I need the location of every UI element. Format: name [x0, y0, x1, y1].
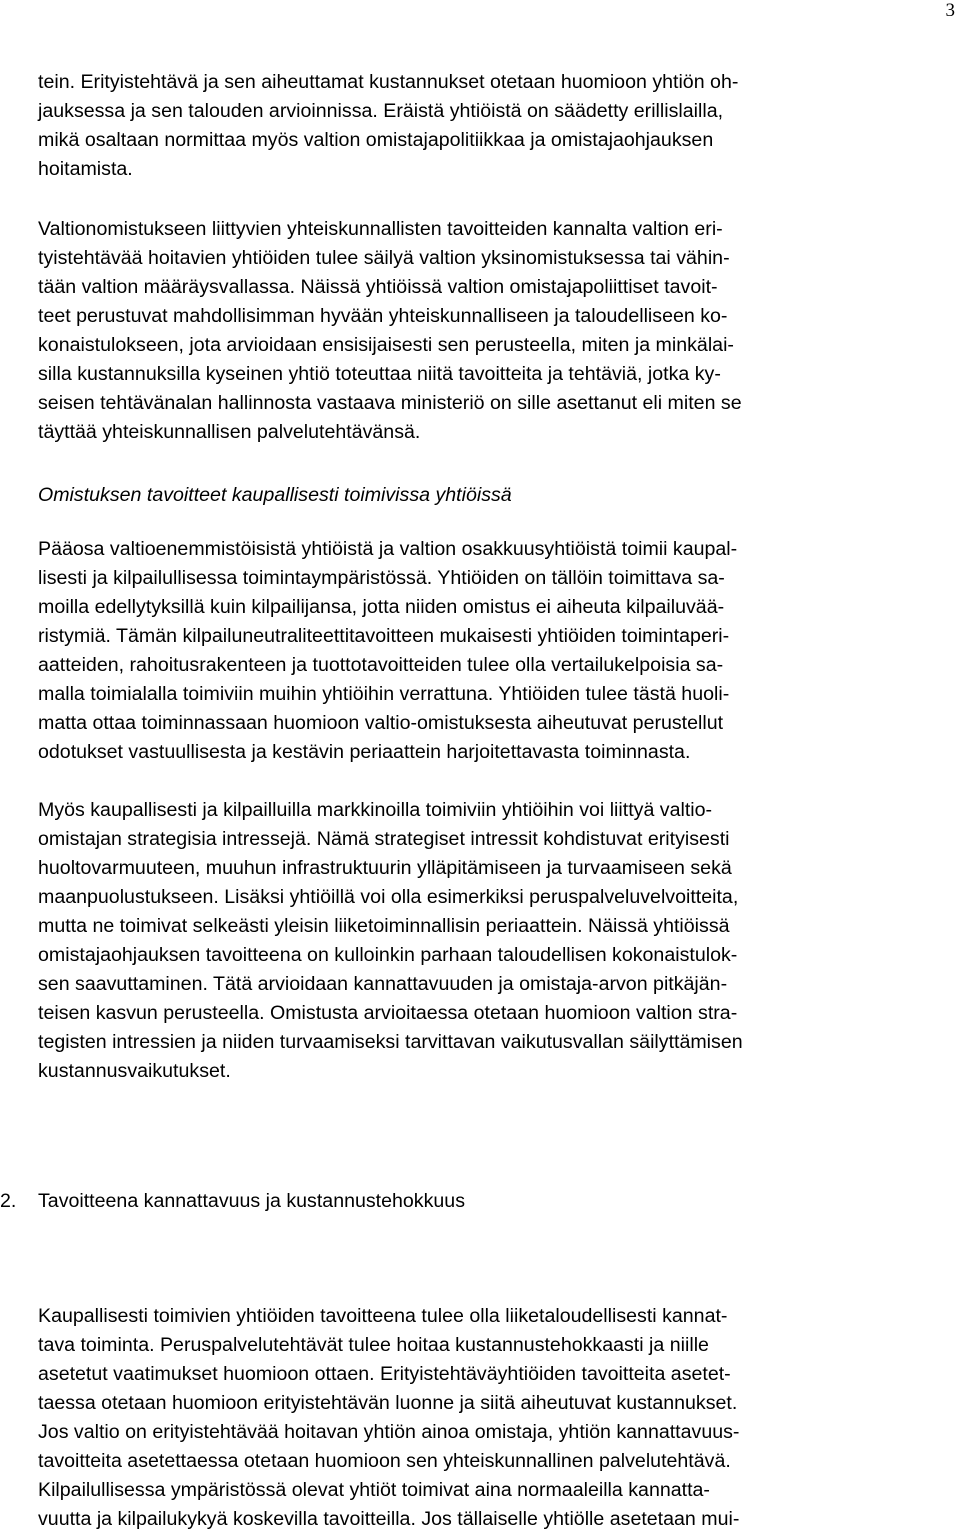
paragraph-intro-continuation — [38, 68, 960, 184]
text-line: omistajaohjauksen tavoitteena on kulloinkin parhaan taloudellisen kokonaistulok- — [38, 944, 738, 966]
text-line: täyttää yhteiskunnallisen palvelutehtävänsä. — [38, 421, 421, 443]
paragraph-strategic-interests — [38, 796, 960, 1086]
paragraph-special-task-companies — [38, 215, 960, 447]
text-line: tavoitteita asetettaessa otetaan huomioon sen yhteiskunnallinen palvelutehtävä. — [38, 1450, 731, 1472]
text-line: lisesti ja kilpailullisessa toimintaympäristössä. Yhtiöiden on tällöin toimittava sa- — [38, 567, 725, 589]
subheading-text: Omistuksen tavoitteet kaupallisesti toimivissa yhtiöissä — [38, 484, 512, 506]
text-line: aatteiden, rahoitusrakenteen ja tuottotavoitteiden tulee olla vertailukelpoisia sa- — [38, 654, 724, 676]
text-line: teisen kasvun perusteella. Omistusta arvioitaessa otetaan huomioon valtion stra- — [38, 1002, 738, 1024]
text-line: malla toimialalla toimiviin muihin yhtiöihin verrattuna. Yhtiöiden tulee tästä huoli- — [38, 683, 730, 705]
paragraph-competitive-neutrality — [38, 535, 960, 767]
paragraph-profitability-goals — [38, 1302, 960, 1534]
section-number: 2. — [0, 1190, 17, 1212]
text-line: taessa otetaan huomioon erityistehtävän luonne ja siitä aiheutuvat kustannukset. — [38, 1392, 738, 1414]
text-line: silla kustannuksilla kyseinen yhtiö toteuttaa niitä tavoitteita ja tehtäviä, jotka ky- — [38, 363, 721, 385]
text-line: mutta ne toimivat selkeästi yleisin liiketoiminnallisin periaattein. Näissä yhtiöissä — [38, 915, 730, 937]
text-line: konaistulokseen, jota arvioidaan ensisijaisesti sen perusteella, miten ja minkälai- — [38, 334, 734, 356]
text-line: Pääosa valtioenemmistöisistä yhtiöistä ja valtion osakkuusyhtiöistä toimii kaupal- — [38, 538, 738, 560]
text-line: teet perustuvat mahdollisimman hyvään yhteiskunnalliseen ja taloudelliseen ko- — [38, 305, 728, 327]
text-line: Kaupallisesti toimivien yhtiöiden tavoitteena tulee olla liiketaloudellisesti kannat- — [38, 1305, 728, 1327]
text-line: hoitamista. — [38, 158, 133, 180]
text-line: mikä osaltaan normittaa myös valtion omistajapolitiikkaa ja omistajaohjauksen — [38, 129, 714, 151]
text-line: asetetut vaatimukset huomioon ottaen. Erityistehtäväyhtiöiden tavoitteita asetet- — [38, 1363, 731, 1385]
text-line: seisen tehtävänalan hallinnosta vastaava ministeriö on sille asettanut eli miten se — [38, 392, 742, 414]
text-line: sen saavuttaminen. Tätä arvioidaan kannattavuuden ja omistaja-arvon pitkäjän- — [38, 973, 728, 995]
text-line: Kilpailullisessa ympäristössä olevat yhtiöt toimivat aina normaaleilla kannatta- — [38, 1479, 710, 1501]
text-line: maanpuolustukseen. Lisäksi yhtiöillä voi olla esimerkiksi peruspalveluvelvoitteita, — [38, 886, 739, 908]
text-line: tein. Erityistehtävä ja sen aiheuttamat kustannukset otetaan huomioon yhtiön oh- — [38, 71, 739, 93]
page-number: 3 — [945, 0, 955, 21]
text-line: ristymiä. Tämän kilpailuneutraliteettitavoitteen mukaisesti yhtiöiden toimintaperi- — [38, 625, 730, 647]
text-line: moilla edellytyksillä kuin kilpailijansa, jotta niiden omistus ei aiheuta kilpailuvää- — [38, 596, 725, 618]
text-line: tegisten intressien ja niiden turvaamiseksi tarvittavan vaikutusvallan säilyttämisen — [38, 1031, 743, 1053]
text-line: kustannusvaikutukset. — [38, 1060, 231, 1082]
text-line: Valtionomistukseen liittyvien yhteiskunnallisten tavoitteiden kannalta valtion eri- — [38, 218, 723, 240]
text-line: vuutta ja kilpailukykyä koskevilla tavoitteilla. Jos tällaiselle yhtiölle asetetaan mui- — [38, 1508, 740, 1530]
text-line: matta ottaa toiminnassaan huomioon valtio-omistuksesta aiheutuvat perustellut — [38, 712, 724, 734]
subheading-commercial-companies — [38, 481, 960, 510]
section-heading: Tavoitteena kannattavuus ja kustannustehokkuus — [38, 1190, 465, 1212]
text-line: Myös kaupallisesti ja kilpailluilla markkinoilla toimiviin yhtiöihin voi liittyä valtio- — [38, 799, 713, 821]
text-line: Jos valtio on erityistehtävää hoitavan yhtiön ainoa omistaja, yhtiön kannattavuus- — [38, 1421, 740, 1443]
text-line: tava toiminta. Peruspalvelutehtävät tulee hoitaa kustannustehokkaasti ja niille — [38, 1334, 709, 1356]
text-line: odotukset vastuullisesta ja kestävin periaattein harjoitettavasta toiminnasta. — [38, 741, 691, 763]
text-line: tyistehtävää hoitavien yhtiöiden tulee säilyä valtion yksinomistuksessa tai vähin- — [38, 247, 730, 269]
text-line: huoltovarmuuteen, muuhun infrastruktuurin ylläpitämiseen ja turvaamiseen sekä — [38, 857, 732, 879]
text-line: omistajan strategisia intressejä. Nämä strategiset intressit kohdistuvat erityisesti — [38, 828, 730, 850]
text-line: jauksessa ja sen talouden arvioinnissa. Eräistä yhtiöistä on säädetty erillislailla, — [38, 100, 724, 122]
text-line: tään valtion määräysvallassa. Näissä yhtiöissä valtion omistajapoliittiset tavoit- — [38, 276, 718, 298]
